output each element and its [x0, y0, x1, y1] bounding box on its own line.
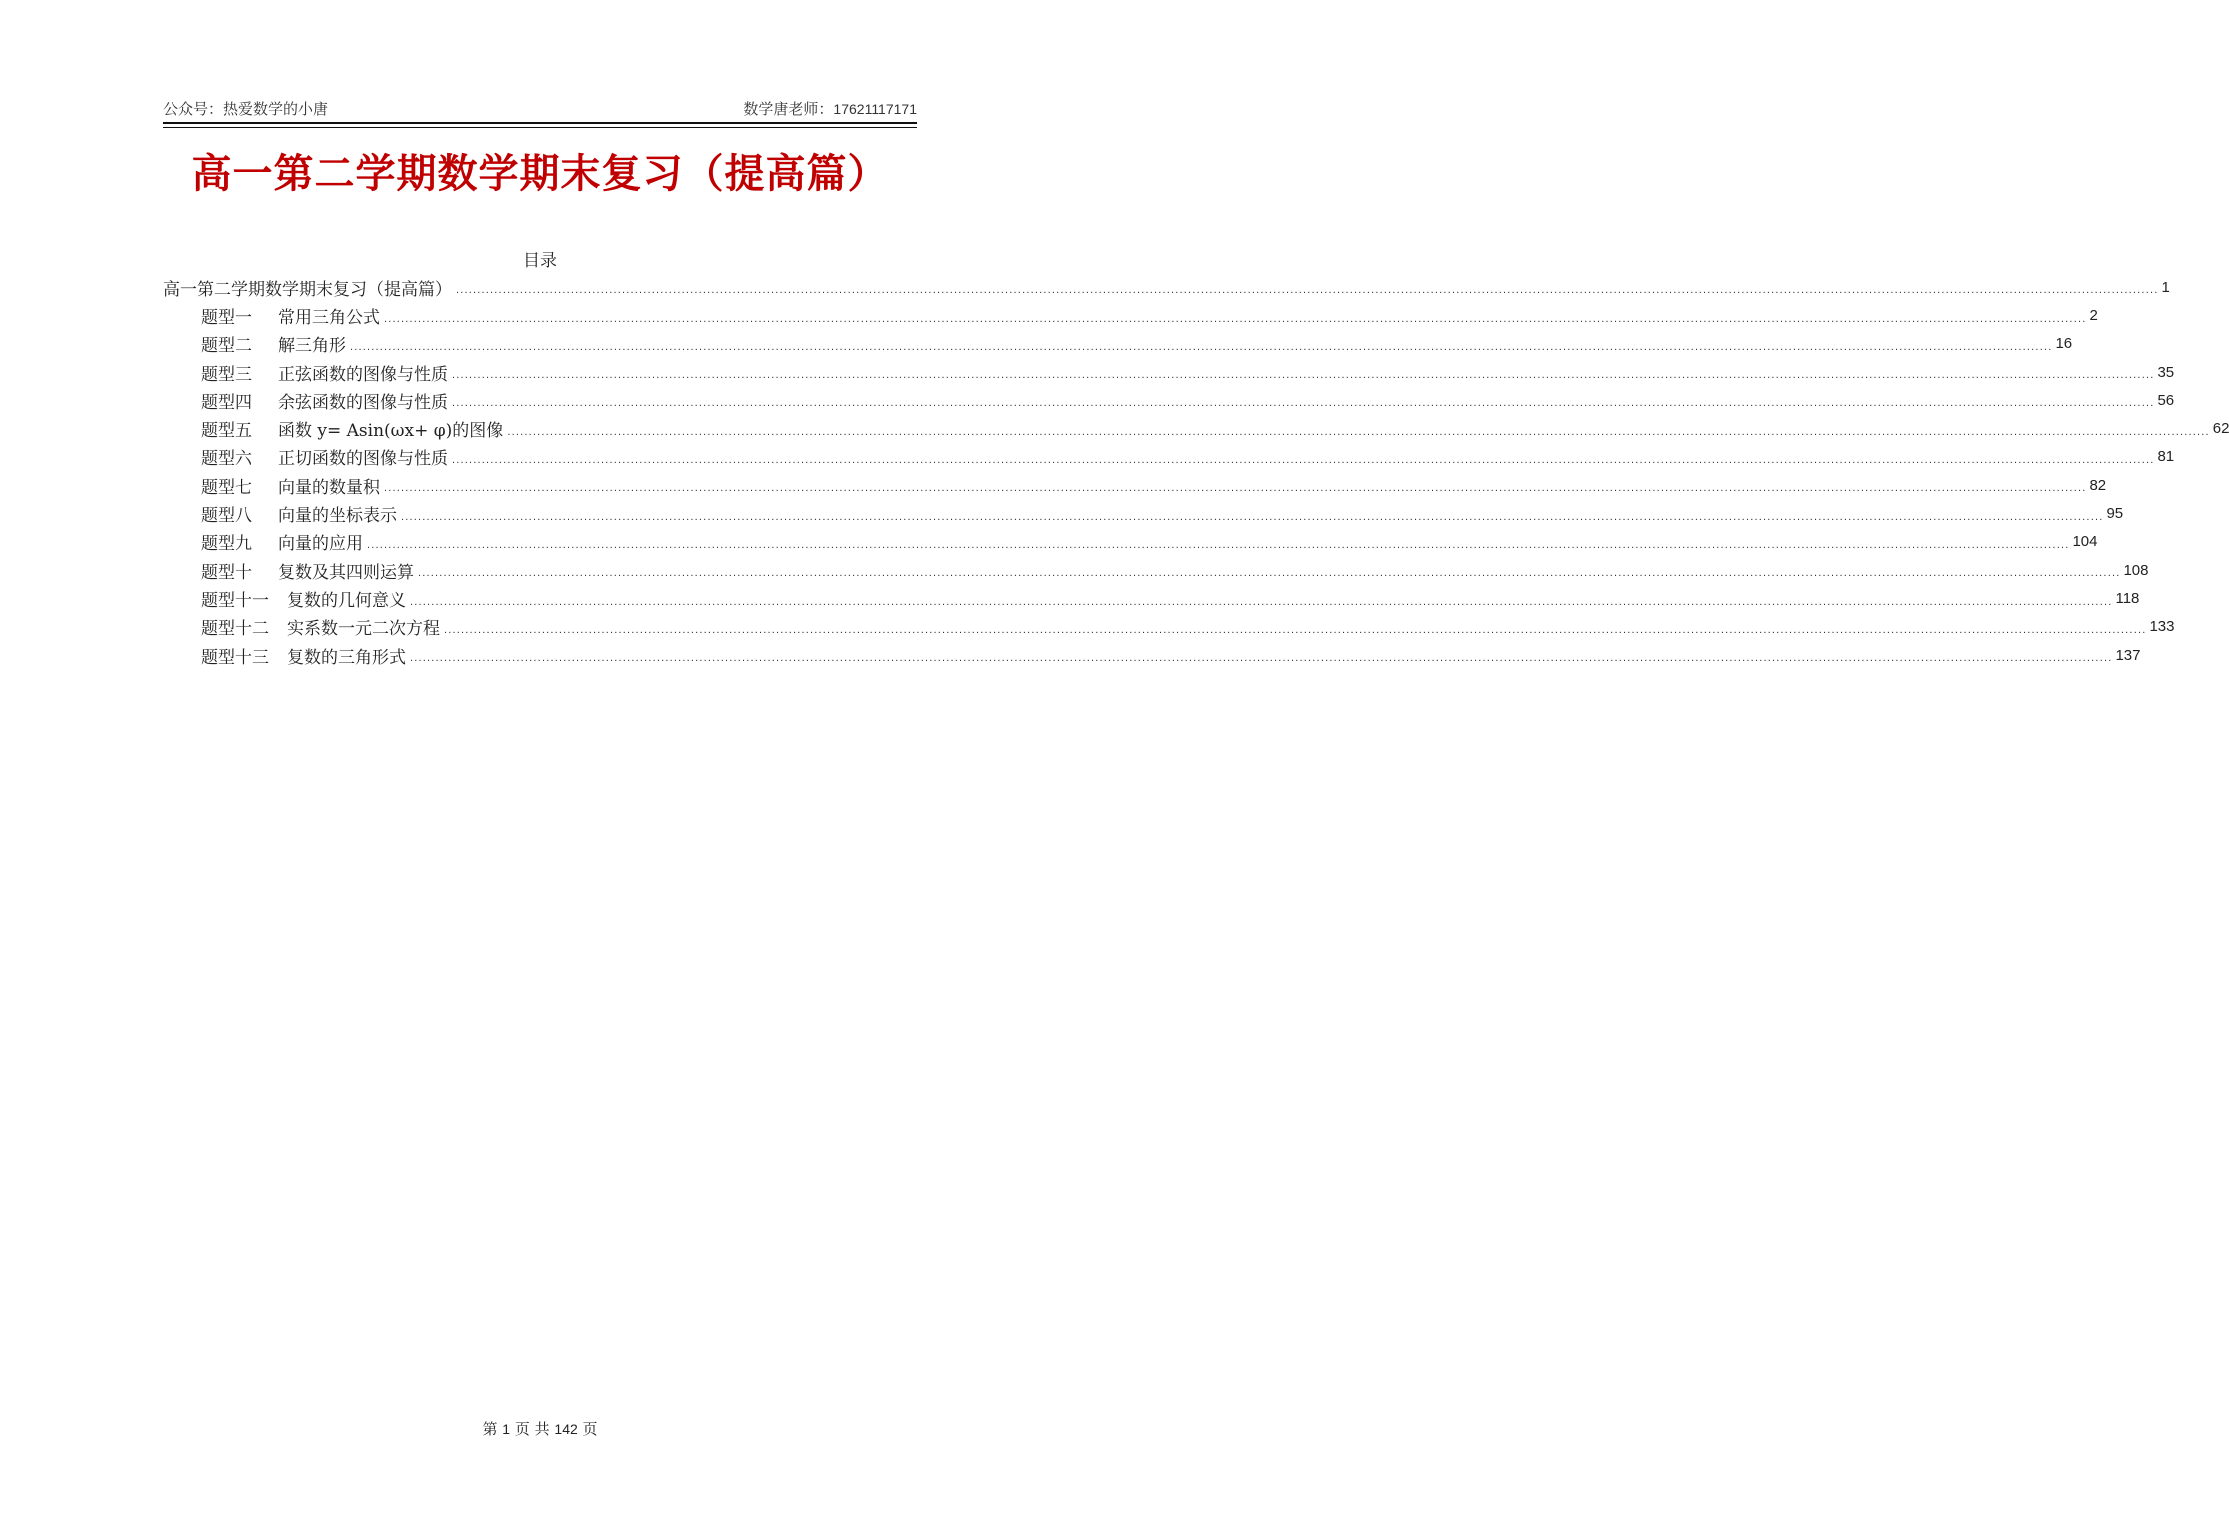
toc-entry-page: 118	[2115, 589, 2140, 607]
toc-leader-dots: ................................................................................................................................................................................................................................................................................................................................................................................................................	[384, 312, 2087, 325]
toc-entry-label	[201, 586, 406, 611]
toc-entry-type: 题型八	[201, 506, 252, 527]
toc-entry[interactable]	[163, 301, 2098, 329]
page-footer	[0, 1418, 1080, 1439]
toc-entry-label	[201, 643, 406, 668]
toc-entry-name: 常用三角公式	[278, 307, 380, 328]
toc-entry[interactable]	[163, 641, 2141, 669]
toc-entry-name: 复数及其四则运算	[278, 562, 414, 583]
footer-total-pages: 142	[554, 1421, 578, 1437]
toc-entry-name: 余弦函数的图像与性质	[278, 392, 448, 413]
toc-entry-page: 137	[2115, 646, 2141, 664]
toc-entry-page: 104	[2072, 533, 2098, 551]
toc-entry-name: 向量的坐标表示	[278, 506, 397, 527]
footer-word: 页	[514, 1420, 530, 1438]
toc-entry-label	[201, 473, 380, 498]
toc-entry-type: 题型二	[201, 336, 252, 357]
header-right-text	[743, 98, 917, 119]
toc-entry-label: 高一第二学期数学期末复习（提高篇）	[163, 279, 452, 300]
toc-leader-dots: ................................................................................................................................................................................................................................................................................................................................................................................................................	[456, 284, 2159, 297]
toc-entry[interactable]	[163, 330, 2073, 358]
toc-entry-page: 35	[2157, 363, 2175, 381]
toc-leader-dots: ................................................................................................................................................................................................................................................................................................................................................................................................................	[507, 425, 2210, 438]
toc-heading: 目录	[523, 251, 557, 271]
toc-entry-page: 56	[2157, 391, 2175, 409]
table-of-contents	[163, 273, 2229, 669]
toc-entry-type: 题型一	[201, 307, 252, 328]
toc-entry-label	[201, 558, 414, 583]
toc-entry-name: 函数 y= Asin(ωx+ φ)的图像	[278, 421, 504, 442]
toc-entry-type: 题型十	[201, 562, 252, 583]
toc-entry-type: 题型四	[201, 392, 252, 413]
toc-entry-label	[201, 501, 397, 526]
toc-entry[interactable]	[163, 556, 2149, 584]
toc-entry-name: 解三角形	[278, 336, 346, 357]
toc-entry-name: 复数的几何意义	[287, 590, 406, 611]
footer-word: 页	[582, 1420, 598, 1438]
toc-leader-dots: ................................................................................................................................................................................................................................................................................................................................................................................................................	[452, 397, 2155, 410]
toc-entry[interactable]	[163, 499, 2124, 527]
header-left-text: 公众号：热爱数学的小唐	[163, 100, 329, 118]
toc-entry-page: 95	[2106, 505, 2124, 523]
toc-entry[interactable]	[163, 414, 2229, 442]
toc-entry-name: 向量的数量积	[278, 477, 380, 498]
toc-entry[interactable]	[163, 386, 2175, 414]
toc-entry[interactable]	[163, 471, 2107, 499]
toc-leader-dots: ................................................................................................................................................................................................................................................................................................................................................................................................................	[444, 623, 2147, 636]
header-phone-number: 17621117171	[833, 101, 917, 117]
toc-leader-dots: ................................................................................................................................................................................................................................................................................................................................................................................................................	[452, 369, 2155, 382]
header-rule-thick	[163, 122, 917, 124]
toc-entry-name: 向量的应用	[278, 534, 363, 555]
toc-entry-page: 1	[2161, 278, 2170, 296]
toc-entry-type: 题型三	[201, 364, 252, 385]
footer-current-page: 1	[502, 1421, 511, 1437]
toc-entry-page: 133	[2149, 618, 2175, 636]
toc-entry-label	[201, 529, 363, 554]
toc-leader-dots: ................................................................................................................................................................................................................................................................................................................................................................................................................	[350, 340, 2053, 353]
toc-entry-page: 108	[2123, 561, 2149, 579]
toc-entry-label	[201, 360, 448, 385]
toc-entry[interactable]	[163, 443, 2175, 471]
toc-entry-name: 复数的三角形式	[287, 647, 406, 668]
toc-leader-dots: ................................................................................................................................................................................................................................................................................................................................................................................................................	[367, 538, 2070, 551]
toc-entry-type: 题型十二	[201, 619, 269, 640]
toc-leader-dots: ................................................................................................................................................................................................................................................................................................................................................................................................................	[410, 652, 2113, 665]
toc-entry-page: 62	[2212, 420, 2229, 438]
toc-entry[interactable]	[163, 358, 2175, 386]
toc-leader-dots: ................................................................................................................................................................................................................................................................................................................................................................................................................	[401, 510, 2104, 523]
toc-entry-page: 82	[2089, 476, 2107, 494]
toc-entry-label	[201, 388, 448, 413]
document-title: 高一第二学期数学期末复习（提高篇）	[191, 150, 889, 197]
toc-entry-type: 题型五	[201, 421, 252, 442]
footer-word: 第	[482, 1420, 498, 1438]
toc-entry-label	[201, 444, 448, 469]
toc-entry[interactable]	[163, 613, 2175, 641]
page-header	[163, 98, 917, 120]
header-contact-label: 数学唐老师：	[743, 100, 834, 118]
toc-entry-type: 题型九	[201, 534, 252, 555]
toc-entry-type: 题型七	[201, 477, 252, 498]
toc-entry-label	[201, 416, 503, 441]
toc-entry-label	[201, 303, 380, 328]
toc-entry-page: 2	[2089, 306, 2098, 324]
toc-entry[interactable]	[163, 528, 2098, 556]
toc-leader-dots: ................................................................................................................................................................................................................................................................................................................................................................................................................	[410, 595, 2113, 608]
toc-entry-main[interactable]	[163, 273, 2170, 301]
toc-leader-dots: ................................................................................................................................................................................................................................................................................................................................................................................................................	[384, 482, 2087, 495]
toc-entry-label	[201, 331, 346, 356]
header-rule-thin	[163, 127, 917, 128]
toc-entry-type: 题型六	[201, 449, 252, 470]
toc-entry[interactable]	[163, 584, 2140, 612]
toc-entry-name: 正切函数的图像与性质	[278, 449, 448, 470]
toc-entry-name: 正弦函数的图像与性质	[278, 364, 448, 385]
toc-entry-type: 题型十一	[201, 590, 269, 611]
toc-entry-label	[201, 614, 440, 639]
toc-entry-page: 81	[2157, 448, 2175, 466]
footer-word: 共	[534, 1420, 550, 1438]
toc-entry-page: 16	[2055, 335, 2073, 353]
toc-entry-name: 实系数一元二次方程	[287, 619, 440, 640]
toc-entry-type: 题型十三	[201, 647, 269, 668]
toc-leader-dots: ................................................................................................................................................................................................................................................................................................................................................................................................................	[418, 567, 2121, 580]
toc-leader-dots: ................................................................................................................................................................................................................................................................................................................................................................................................................	[452, 454, 2155, 467]
